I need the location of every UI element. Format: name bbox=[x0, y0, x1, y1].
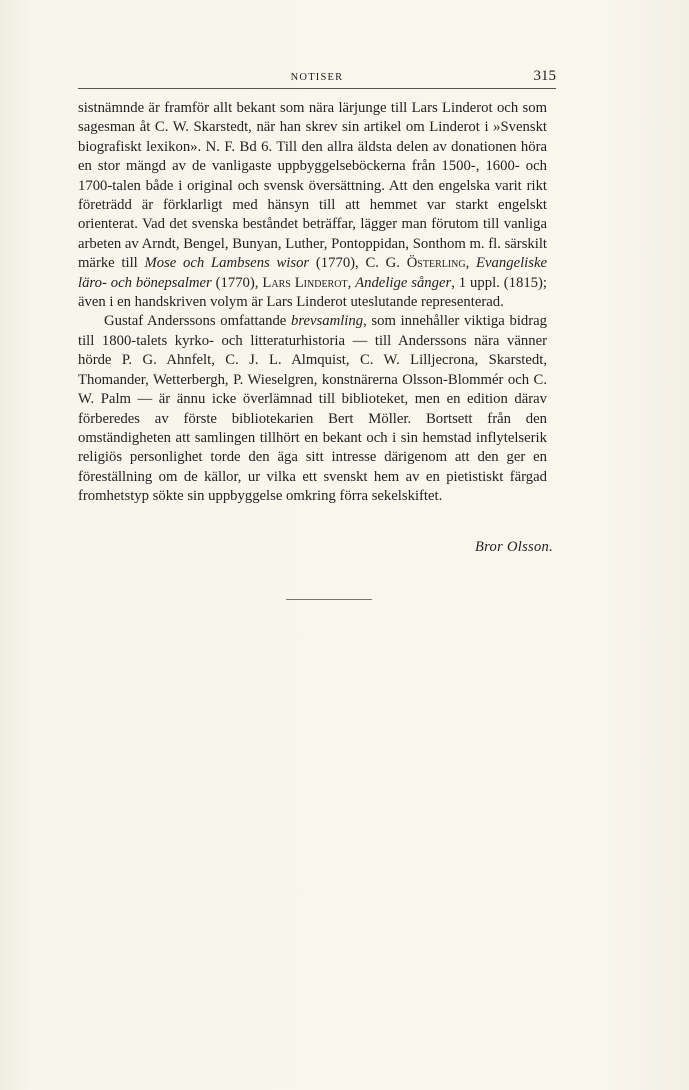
book-title: Andelige sånger bbox=[355, 274, 452, 291]
author-name: Österling bbox=[406, 255, 466, 272]
book-title: Evangeliske läro- och bönepsalmer bbox=[78, 255, 548, 291]
author-name: Lars Linderot bbox=[262, 274, 348, 291]
paragraph-1 bbox=[78, 99, 547, 312]
section-divider bbox=[286, 599, 372, 600]
text-segment: , som innehåller viktiga bidrag till 1800-talets kyrko- och litteraturhistoria — till Anderssons nära vänner hörde P. G. Ahnfelt, C. J. L. Almquist, C. W. Lilljecrona, Skarstedt, Thomander, Wetterbergh, P. Wieselgren, konstnärerna Olsson-Blommér och C. W. Palm — är ännu icke överlämnad till biblioteket, men en edition därav förberedes av förste bibliotekarien Bert Möller. Bortsett från den omständigheten att samlingen tillhört en bekant och i sin hemstad inflytelserik religiös personlighet torde den äga sitt intresse därigenom att den ger en föreställning om de källor, ur vilka ett svenskt hem av en pietistiskt färgad fromhetstyp sökte sin uppbyggelse omkring förra sekelskiftet. bbox=[78, 313, 547, 505]
running-head: NOTISER bbox=[290, 72, 344, 83]
text-segment: , 1 uppl. (1815); även i en handskriven volym är Lars Linderot uteslutande representerad. bbox=[78, 274, 547, 311]
page-header bbox=[78, 68, 556, 90]
author-signature: Bror Olsson. bbox=[475, 539, 553, 555]
text-segment: Gustaf Anderssons omfattande bbox=[104, 313, 291, 330]
text-segment: (1770), bbox=[211, 274, 263, 291]
page-number: 315 bbox=[533, 68, 556, 84]
book-title: Mose och Lambsens wisor bbox=[144, 255, 310, 272]
paragraph-2 bbox=[78, 312, 547, 506]
text-segment: , bbox=[465, 255, 477, 272]
text-segment: (1770), C. G. bbox=[309, 255, 407, 272]
text-segment: sistnämnde är framför allt bekant som nära lärjunge till Lars Linderot och som sagesman åt C. W. Skarstedt, när han skrev sin artikel om Linderot i »Svenskt biografiskt lexikon». N. F. Bd 6. Till den allra äldsta delen av donationen höra en stor mängd av de vanligaste uppbyggelseböckerna från 1500-, 1600- och 1700-talen både i original och svensk översättning. Att den engelska varit rikt företrädd är förklarligt med hänsyn till att hemmet var starkt engelskt orienterat. Vad det svenska beståndet beträffar, lägger man förutom till vanliga arbeten av Arndt, Bengel, Bunyan, Luther, Pontoppidan, Sonthom m. fl. särskilt märke till bbox=[78, 100, 547, 272]
article-body bbox=[78, 99, 547, 507]
emphasized-term: brevsamling bbox=[291, 313, 364, 330]
header-rule bbox=[78, 88, 556, 89]
text-segment: , bbox=[347, 274, 356, 291]
